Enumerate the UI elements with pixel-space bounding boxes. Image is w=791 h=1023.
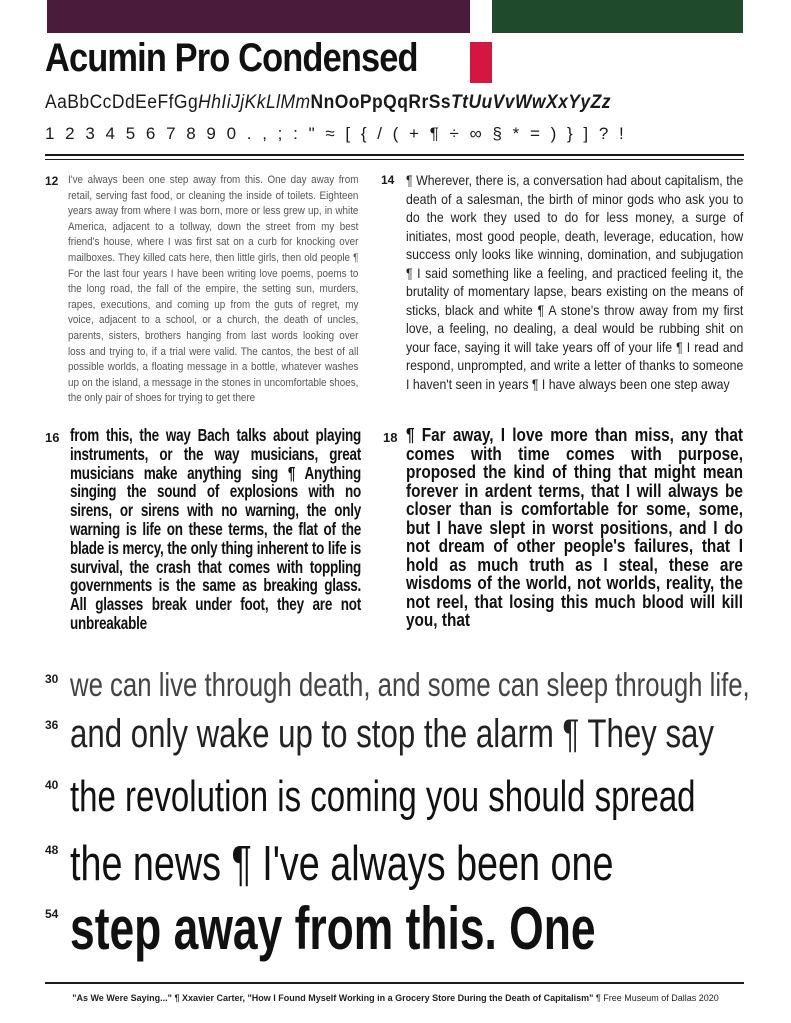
size-label-14: 14 [381, 173, 395, 187]
green-header-bar [492, 0, 743, 33]
purple-header-bar [47, 0, 470, 33]
page-title: Acumin Pro Condensed [45, 36, 418, 80]
line-40pt: the revolution is coming you should spread [70, 772, 696, 821]
footer-divider [45, 982, 744, 984]
divider-thick [45, 154, 744, 156]
size-label-30: 30 [45, 672, 59, 686]
size-label-40: 40 [45, 778, 59, 792]
line-36pt: and only wake up to stop the alarm ¶ They say [70, 712, 715, 756]
size-label-12: 12 [45, 174, 59, 188]
size-label-16: 16 [45, 430, 60, 445]
size-label-18: 18 [383, 430, 398, 445]
alphabet-bold-italic: TtUuVvWwXxYyZz [451, 92, 611, 113]
paragraph-16pt: from this, the way Bach talks about playing instruments, or the way musicians, great musicians make anything sing ¶ Anything singing the sound of explosions with no sirens, or sirens with no warning, the only warning is life on these terms, the flat of the blade is mercy, the only thing inherent to life is survival, the crash that comes with toppling governments is the same as breaking glass. All glasses break under foot, they are not unbreakable [70, 425, 362, 633]
size-label-36: 36 [45, 718, 59, 732]
alphabet-regular: AaBbCcDdEeFfGg [45, 92, 199, 113]
line-48pt: the news ¶ I've always been one [70, 837, 614, 891]
footer-credit [0, 993, 791, 1003]
divider-thin [45, 159, 744, 160]
paragraph-18pt: ¶ Far away, I love more than miss, any that comes with time comes with purpose, proposed the kind of thing that might mean forever in ardent terms, that I will always be closer than is comfortable for some, some, but I have slept in worst positions, and I do not dream of other people's failures, that I hold as much truth as I steal, these are wisdoms of the world, not worlds, reality, the not reel, that losing this much blood will kill you, that [406, 424, 743, 630]
footer-credit-venue: ¶ Free Museum of Dallas 2020 [593, 993, 719, 1003]
paragraph-12pt: I've always been one step away from this. One day away from retail, serving fast food, or cleaning the inside of toilets. Eighteen years away from where I was born, more or less grew up, in white America, adjacent to a tollway, down the street from my best friend's house, where I was first sat on a curb for knocking over mailboxes. They killed cats here, then little girls, then old people ¶ For the last four years I have been writing love poems, poems to the long road, the fall of the empire, the setting sun, murders, rapes, executions, and coming up from the guts of regret, my voice, adjacent to a school, or a church, the death of uncles, parents, sisters, brothers hanging from last words looking over loss and trying to, if a trial were valid. The cantos, the best of all possible worlds, a floating message in a bottle, whatever washes up on the island, a message in the stones in uncomfortable shoes, the only pair of shoes for trying to get there [68, 174, 359, 405]
size-label-48: 48 [45, 843, 59, 857]
alphabet-bold: NnOoPpQqRrSs [310, 92, 452, 113]
footer-credit-title: "As We Were Saying..." ¶ Xxavier Carter, "How I Found Myself Working in a Grocery Store During the Death of Capitalism" [72, 993, 594, 1003]
size-label-54: 54 [45, 907, 59, 921]
line-54pt: step away from this. One [70, 895, 596, 962]
alphabet-specimen [45, 92, 707, 114]
line-30pt: we can live through death, and some can sleep through life, [70, 666, 750, 703]
numerals-specimen: 1 2 3 4 5 6 7 8 9 0 . , ; : " ≈ [ { / ( + ¶ ÷ ∞ § * = ) } ] ? ! [45, 124, 627, 143]
alphabet-italic: HhIiJjKkLlMm [198, 92, 311, 113]
red-accent-block [470, 42, 492, 83]
paragraph-14pt: ¶ Wherever, there is, a conversation had about capitalism, the death of a salesman, the birth of minor gods who ask you to do the work they used to do for less money, a surge of initiates, most good people, death, leverage, education, how success only looks like winning, domination, and subjugation ¶ I said something like a feeling, and practiced feeling it, the brutality of momentary lapse, bears existing on the means of sticks, black and white ¶ A stone's throw away from my first love, a feeling, no dealing, a deal would be rubbing shit on your face, saying it will take years off of your life ¶ I read and respond, unprompted, and write a letter of thanks to someone I haven't seen in years ¶ I have always been one step away [406, 173, 744, 392]
